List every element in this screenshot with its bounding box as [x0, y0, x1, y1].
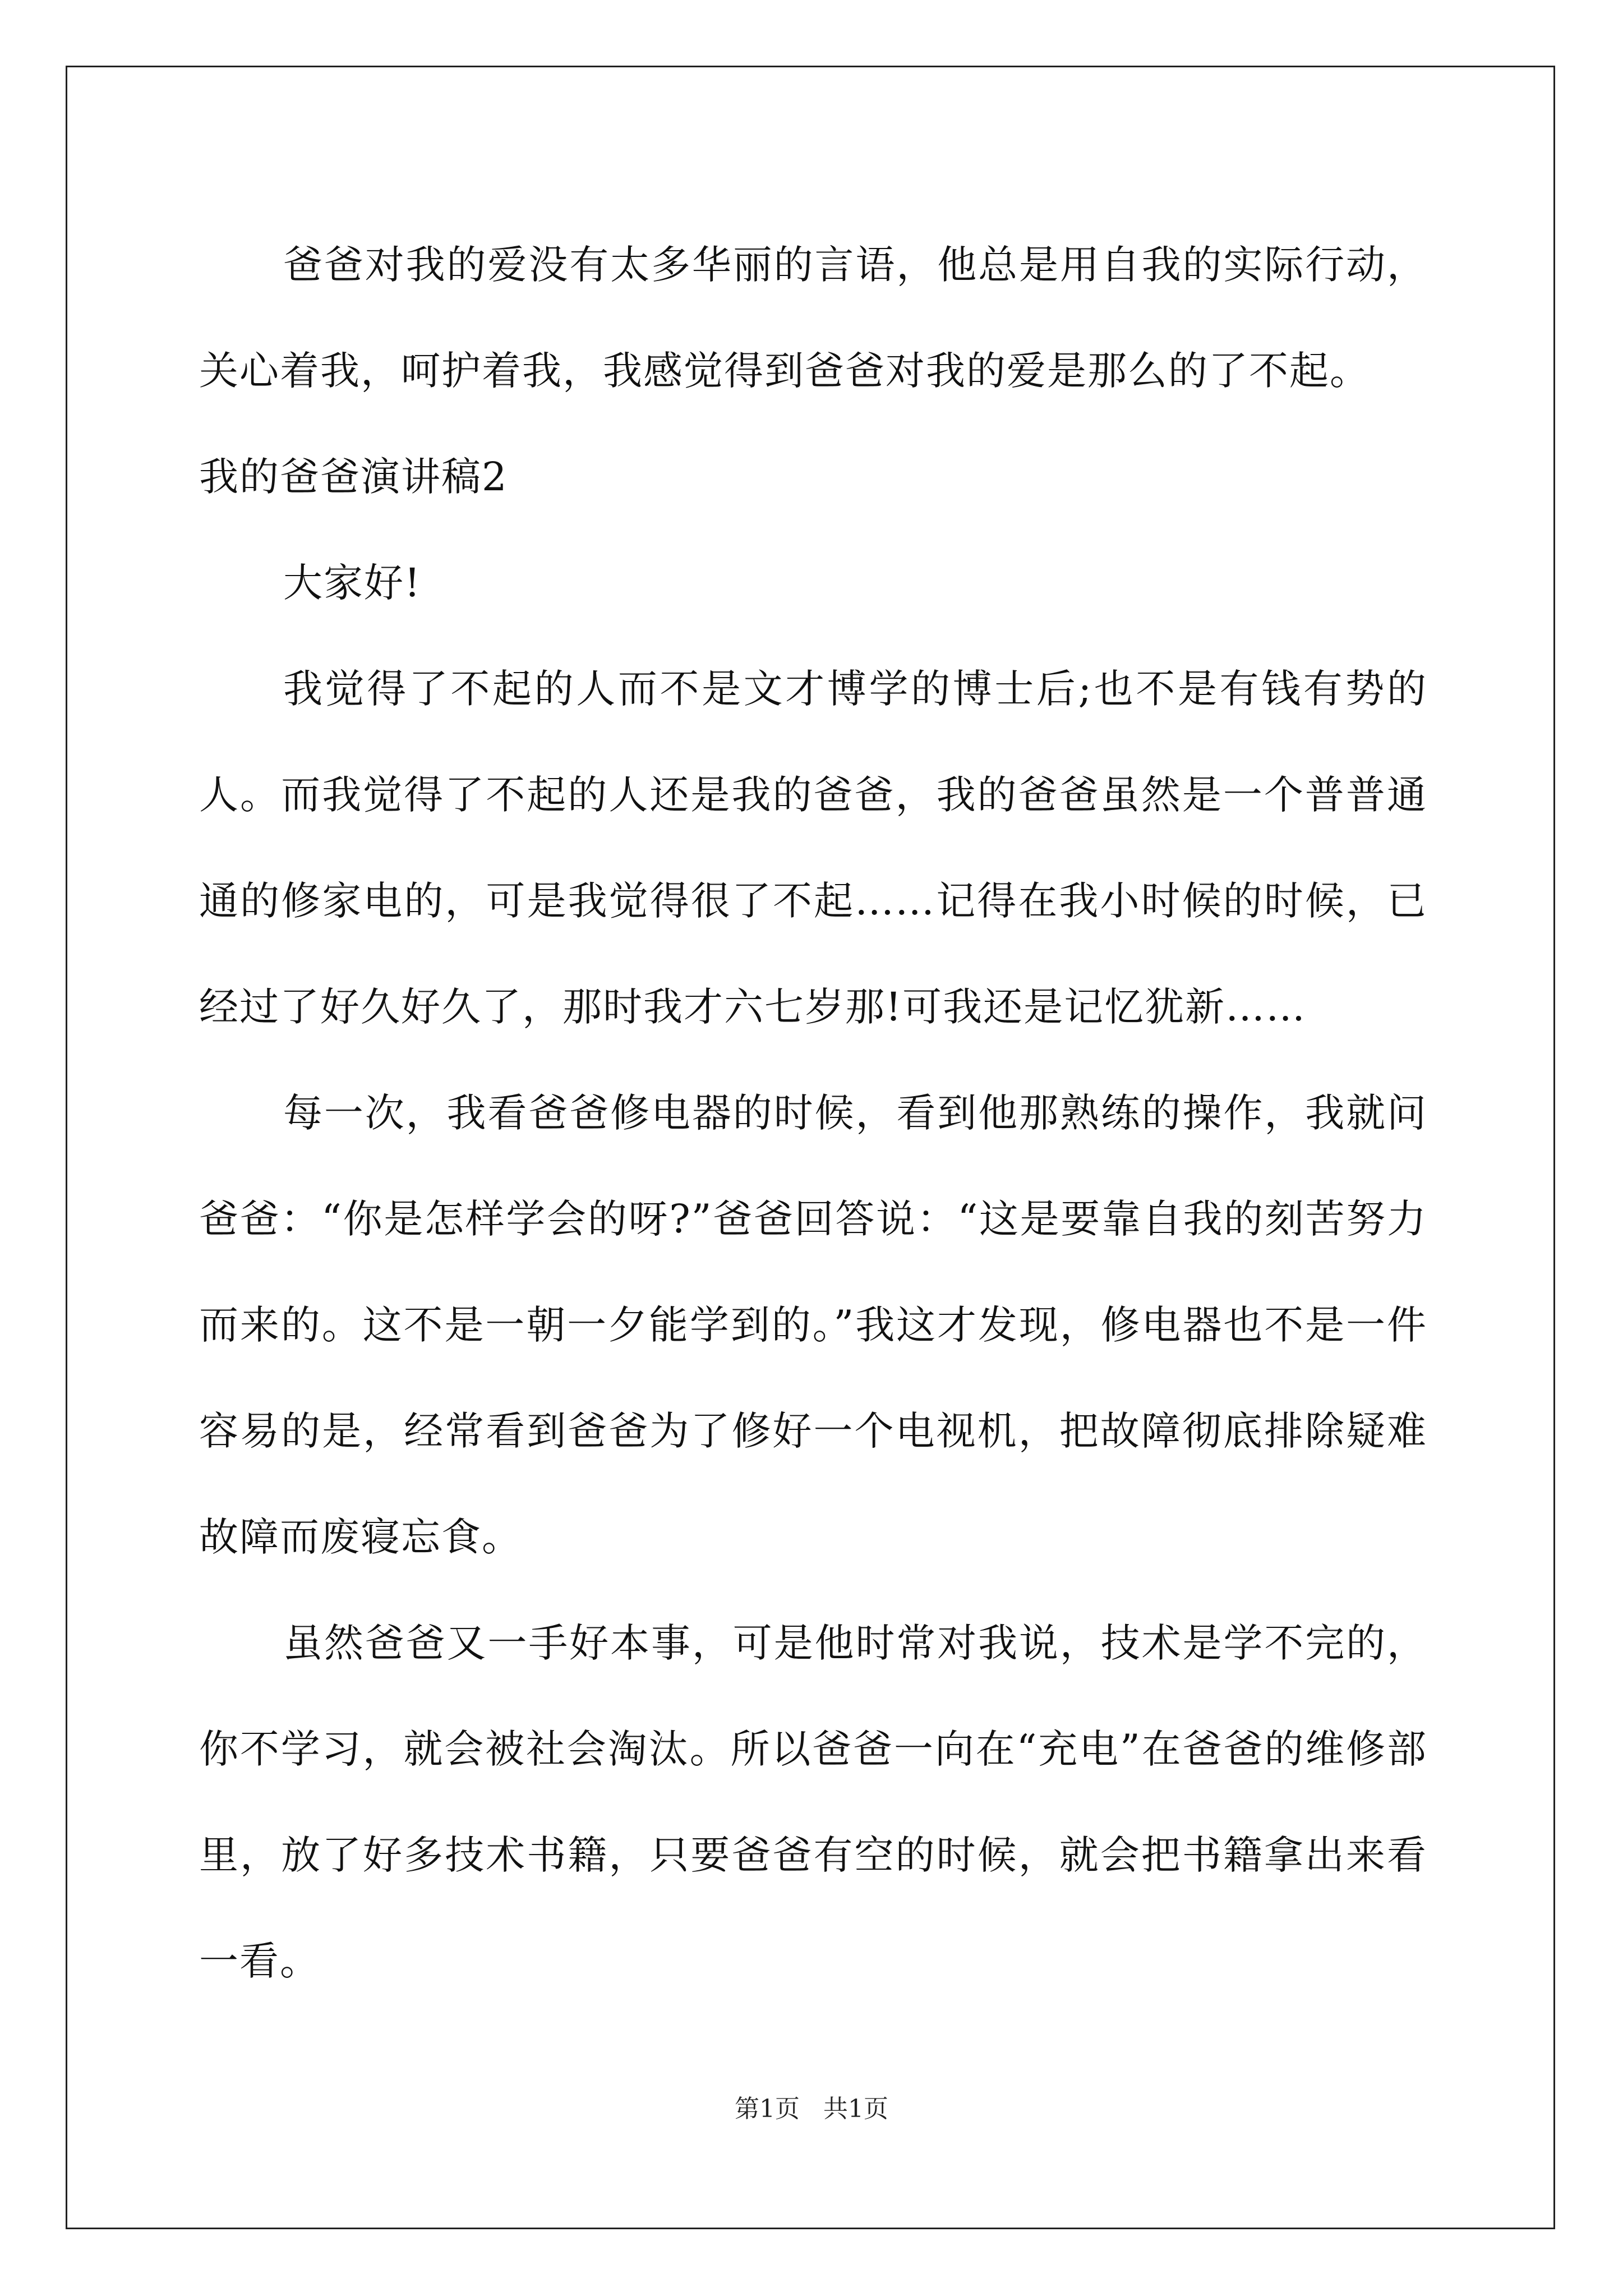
paragraph-body-3: 虽然爸爸又一手好本事，可是他时常对我说，技术是学不完的，你不学习，就会被社会淘汰。所以爸爸一向在“充电”在爸爸的维修部里，放了好多技术书籍，只要爸爸有空的时候，就会把书籍拿出来看一看。 — [199, 1620, 1427, 1984]
page-total: 共1页 — [823, 2095, 888, 2123]
paragraph-body-2: 每一次，我看爸爸修电器的时候，看到他那熟练的操作，我就问爸爸：“你是怎样学会的呀?”爸爸回答说：“这是要靠自我的刻苦努力而来的。这不是一朝一夕能学到的。”我这才发现，修电器也不是一件容易的是，经常看到爸爸为了修好一个电视机，把故障彻底排除疑难故障而废寝忘食。 — [199, 1090, 1427, 1560]
document-body — [199, 212, 1427, 2014]
page-number: 第1页 — [735, 2095, 800, 2123]
section-title: 我的爸爸演讲稿2 — [199, 454, 508, 500]
page-footer — [0, 2092, 1623, 2126]
paragraph-intro: 爸爸对我的爱没有太多华丽的言语，他总是用自我的实际行动，关心着我，呵护着我，我感觉得到爸爸对我的爱是那么的了不起。 — [199, 242, 1427, 394]
paragraph-greeting: 大家好! — [283, 560, 422, 606]
paragraph-body-1: 我觉得了不起的人而不是文才博学的博士后;也不是有钱有势的人。而我觉得了不起的人还是我的爸爸，我的爸爸虽然是一个普普通通的修家电的，可是我觉得很了不起……记得在我小时候的时候，已经过了好久好久了，那时我才六七岁那!可我还是记忆犹新…… — [199, 666, 1427, 1030]
